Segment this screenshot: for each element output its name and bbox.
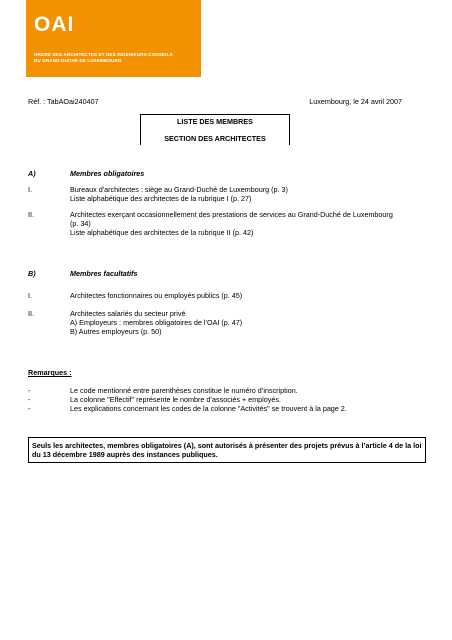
reference-number: Réf. : TabAOai240407: [28, 97, 99, 106]
section-a-item-1-line-1: Bureaux d'architectes : siège au Grand-Duché de Luxembourg (p. 3): [70, 185, 288, 194]
remark-1-bullet: -: [28, 386, 31, 395]
section-b-item-1-line-1: Architectes fonctionnaires ou employés publics (p. 45): [70, 291, 243, 300]
logo-subtitle-line-2: DU GRAND-DUCHE DE LUXEMBOURG: [34, 57, 122, 63]
place-and-date: Luxembourg, le 24 avril 2007: [309, 97, 402, 106]
section-a-item-1-line-2: Liste alphabétique des architectes de la rubrique I (p. 27): [70, 194, 252, 203]
remark-2-bullet: -: [28, 395, 31, 404]
logo-subtitle-line-1: ORDRE DES ARCHITECTES ET DES INGENIEURS-CONSEILS: [34, 52, 173, 57]
public-projects-notice: Seuls les architectes, membres obligatoires (A), sont autorisés à présenter des projets prévus à l’article 4 de la loi du 13 décembre 1989 auprès des instances publiques.: [28, 437, 426, 463]
logo-wordmark: OAI: [34, 13, 75, 36]
section-a-letter: A): [28, 169, 36, 178]
section-b-item-2-number: II.: [28, 309, 34, 318]
document-title: LISTE DES MEMBRES: [177, 117, 253, 126]
title-box: [140, 114, 290, 145]
section-a-item-1-number: I.: [28, 185, 32, 194]
remark-1-text: Le code mentionné entre parenthèses constitue le numéro d’inscription.: [70, 386, 298, 395]
section-b-item-2-line-1: Architectes salariés du secteur privé: [70, 309, 186, 318]
section-a-heading: Membres obligatoires: [70, 169, 145, 178]
section-b-heading: Membres facultatifs: [70, 269, 138, 278]
remark-3-text: Les explications concernant les codes de la colonne "Activités" se trouvent à la page 2.: [70, 404, 347, 413]
section-b-item-1-number: I.: [28, 291, 32, 300]
remarks-heading: Remarques :: [28, 368, 72, 377]
section-b-item-2-line-3: B) Autres employeurs (p. 50): [70, 327, 162, 336]
section-a-item-2-number: II.: [28, 210, 34, 219]
section-b-item-2-line-2: A) Employeurs : membres obligatoires de l’OAI (p. 47): [70, 318, 243, 327]
section-a-item-2-line-1: Architectes exerçant occasionnellement des prestations de services au Grand-Duché de Luxembourg: [70, 210, 393, 219]
section-b-letter: B): [28, 269, 36, 278]
remark-3-bullet: -: [28, 404, 31, 413]
logo-subtitle: [34, 52, 173, 63]
document-subtitle: SECTION DES ARCHITECTES: [164, 134, 266, 143]
oai-logo: [26, 0, 201, 77]
section-a-item-2-line-2: (p. 34): [70, 219, 91, 228]
remark-2-text: La colonne "Effectif" représente le nombre d’associés + employés.: [70, 395, 281, 404]
section-a-item-2-line-3: Liste alphabétique des architectes de la rubrique II (p. 42): [70, 228, 254, 237]
